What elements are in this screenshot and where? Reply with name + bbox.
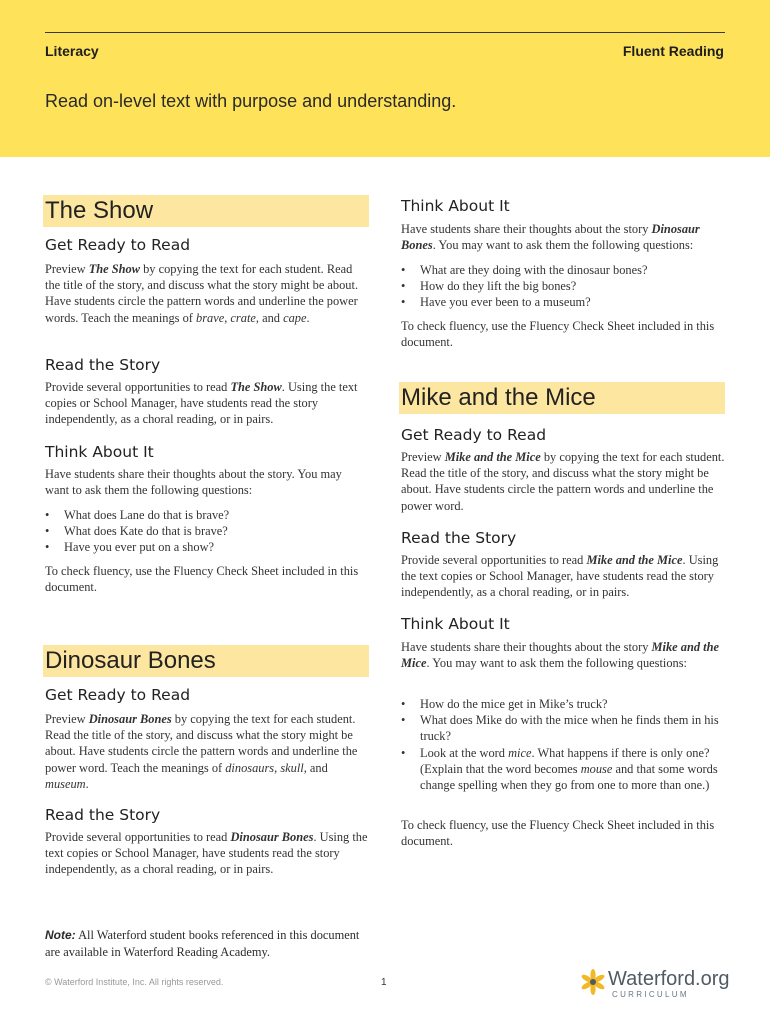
think-intro: Have students share their thoughts about the story. You may want to ask them the following questions:: [45, 467, 342, 498]
question-list: [401, 262, 727, 311]
waterford-logo[interactable]: [580, 968, 730, 1000]
get-ready-heading: Get Ready to Read: [45, 686, 191, 704]
think-heading: Think About It: [401, 197, 510, 215]
sunflower-icon: [580, 968, 606, 998]
section-title: Dinosaur Bones: [43, 645, 369, 677]
list-item: • What does Kate do that is brave?: [45, 524, 228, 539]
read-story-text: Provide several opportunities to read Dinosaur Bones. Using the text copies or School Manager, have students read the story independently, as a choral reading, or in pairs.: [45, 830, 368, 877]
think-heading: Think About It: [45, 443, 154, 461]
read-story-heading: Read the Story: [45, 356, 161, 374]
think-heading: Think About It: [401, 615, 510, 633]
think-intro: Have students share their thoughts about the story Mike and the Mice. You may want to ask them the following questions:: [401, 640, 719, 671]
question-list: [401, 696, 727, 793]
read-story-heading: Read the Story: [45, 806, 161, 824]
list-item: • Look at the word mice. What happens if there is only one? (Explain that the word becomes mouse and that some words change spelling when they go from one to more than one.): [401, 745, 718, 793]
fluency-text: To check fluency, use the Fluency Check Sheet included in this document.: [45, 564, 359, 595]
note-label: Note:: [45, 928, 76, 942]
list-item: • How do the mice get in Mike’s truck?: [401, 697, 608, 711]
section-dinosaur-bones: [43, 645, 369, 677]
header-rule: [45, 32, 725, 33]
page-number: 1: [381, 977, 387, 988]
list-item: • How do they lift the big bones?: [401, 279, 577, 294]
logo-subtitle: CURRICULUM: [612, 990, 689, 999]
list-item: • Have you ever put on a show?: [45, 540, 215, 555]
get-ready-heading: Get Ready to Read: [45, 236, 191, 254]
list-item: • What does Mike do with the mice when he finds them in his truck?: [401, 713, 719, 744]
get-ready-heading: Get Ready to Read: [401, 426, 547, 444]
think-intro: Have students share their thoughts about the story Dinosaur Bones. You may want to ask them the following questions:: [401, 222, 700, 253]
get-ready-text: Preview The Show by copying the text for each student. Read the title of the story, and discuss what the story might be about. Have students circle the pattern words and underline the power words. Teach the meanings of brave, crate, and cape.: [45, 262, 359, 325]
section-mike-and-the-mice: [399, 382, 725, 414]
read-story-text: Provide several opportunities to read The Show. Using the text copies or School Manager, have students read the story independently, as a choral reading, or in pairs.: [45, 380, 358, 427]
section-title: The Show: [43, 195, 369, 227]
section-the-show: [43, 195, 369, 227]
section-title: Mike and the Mice: [399, 382, 725, 414]
list-item: • Have you ever been to a museum?: [401, 295, 591, 310]
get-ready-text: Preview Mike and the Mice by copying the text for each student. Read the title of the story, and discuss what the story might be about. Have students circle the pattern words and underline the power word.: [401, 450, 725, 513]
read-story-heading: Read the Story: [401, 529, 517, 547]
copyright-text: © Waterford Institute, Inc. All rights reserved.: [45, 977, 224, 987]
logo-name: Waterford.org: [608, 968, 730, 990]
fluency-text: To check fluency, use the Fluency Check Sheet included in this document.: [401, 319, 715, 350]
note-text: All Waterford student books referenced in this document are available in Waterford Reading Academy.: [45, 928, 360, 959]
objective-text: Read on-level text with purpose and understanding.: [45, 91, 457, 111]
question-list: [45, 507, 369, 556]
header-band: [0, 0, 770, 157]
get-ready-text: Preview Dinosaur Bones by copying the text for each student. Read the title of the story, and discuss what the story might be about. Have students circle the pattern words and underline the power word. Teach the meanings of dinosaurs, skull, and museum.: [45, 712, 358, 791]
read-story-text: Provide several opportunities to read Mike and the Mice. Using the text copies or School Manager, have students read the story independently, as a choral reading, or in pairs.: [401, 553, 719, 600]
subject-label: Literacy: [45, 43, 99, 59]
footer-note: [45, 927, 365, 961]
fluency-text: To check fluency, use the Fluency Check Sheet included in this document.: [401, 818, 715, 849]
list-item: • What does Lane do that is brave?: [45, 508, 230, 522]
category-label: Fluent Reading: [622, 43, 724, 59]
list-item: • What are they doing with the dinosaur bones?: [401, 263, 648, 277]
